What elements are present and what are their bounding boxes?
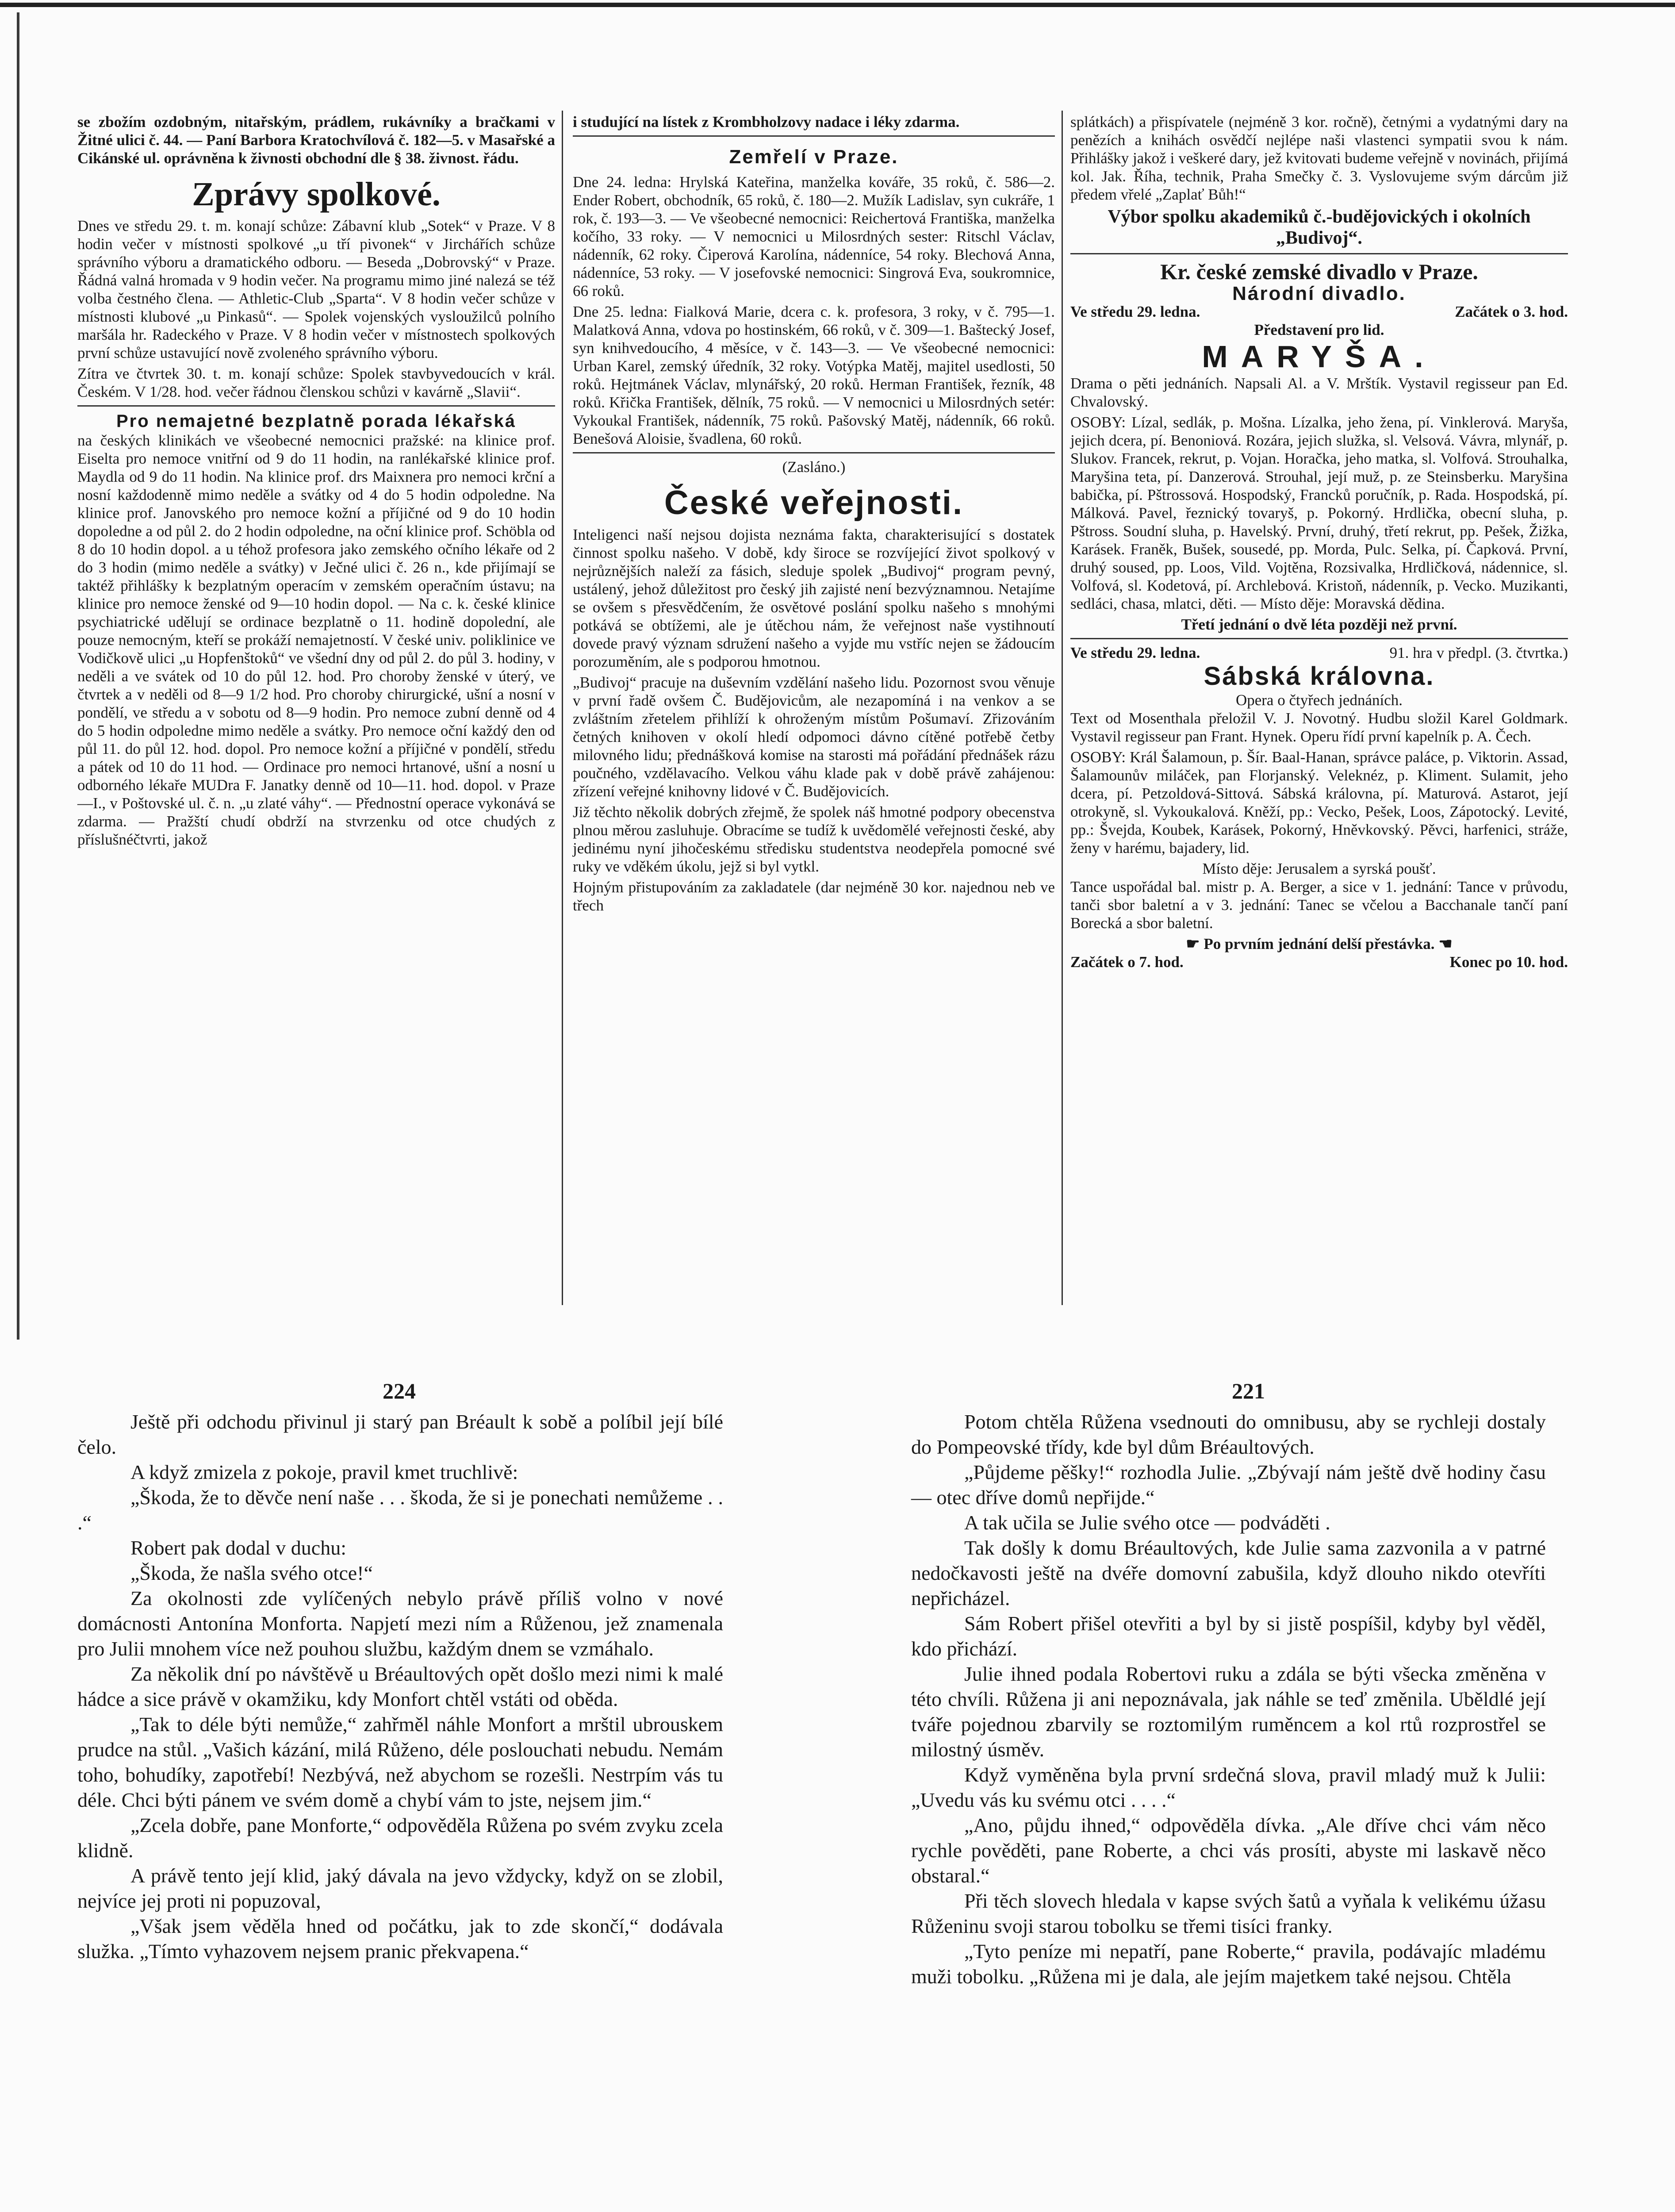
intermission-note (1070, 935, 1568, 953)
play-2-title: Sábská královna. (1204, 662, 1435, 691)
novel-paragraph: „Ano, půjdu ihned,“ odpověděla dívka. „Ale dříve chci vám něco rychle pověděti, pane Roberte, a chci vás prosíti, abyste mi laskavě něco obstaral.“ (911, 1814, 1546, 1887)
novel-paragraph: Tak došly k domu Bréaultových, kde Julie sama zazvonila a v patrné nedočkavosti ještě na dvéře domovní zabušila, když dlouho nikdo otevříti nepřicházel. (911, 1536, 1546, 1609)
zaslano-label: (Zasláno.) (782, 458, 846, 476)
col2-intro: i studující na lístek z Krombholzovy nadace i léky zdarma. (573, 113, 960, 131)
budivoj-signature: Výbor spolku akademiků č.-budějovických i okolních „Budivoj“. (1108, 207, 1531, 248)
divider (77, 405, 555, 407)
novel-paragraph: „Zcela dobře, pane Monforte,“ odpověděla Růžena po svém zvyku zcela klidně. (77, 1814, 723, 1862)
performance-1-date: Ve středu 29. ledna. (1070, 303, 1200, 320)
performance-1-header (1070, 303, 1568, 321)
novel-paragraph: Potom chtěla Růžena vsednouti do omnibusu, aby se rychleji dostaly do Pompeovské třídy, kde byl dům Bréaultových. (911, 1410, 1546, 1458)
col3-intro: splátkách) a přispívatele (nejméně 3 kor. ročně), četnými a vydatnými dary na penězích a knihách osvědčí nejlépe naši vlastenci sympatii svou k nám. Přihlášky jakož i veškeré dary, jež kvitovati budeme veřejně v novinách, přijímá kol. Jak. Říha, technik, Praha Smečky č. 3. Vyslovujeme svým dárcům již předem vřelé „Zaplať Bůh!“ (1070, 113, 1568, 203)
novel-page-right (911, 1409, 1546, 1989)
play-1-note: Třetí jednání o dvě léta později než první. (1181, 616, 1457, 633)
novel-paragraph: Při těch slovech hledala v kapse svých šatů a vyňala k velikému úžasu Růženinu svoji starou tobolku se třemi tisíci franky. (911, 1889, 1546, 1937)
column-3 (1070, 113, 1568, 971)
novel-paragraph: Sám Robert přišel otevřiti a byl by si jistě pospíšil, kdyby byl věděl, kdo přichází. (911, 1612, 1546, 1660)
binding-edge (17, 12, 19, 1340)
col2-p6: Hojným přistupováním za zakladatele (dar nejméně 30 kor. najednou neb ve třech (573, 879, 1055, 914)
col1-p3: na českých klinikách ve všeobecné nemocnici pražské: na klinice prof. Eiselta pro nemoce vnitřní od 9 do 11 hodin, na ranlékařské klinice prof. Maydla od 9 do 11 hodin. Na klinice prof. drs Maixnera pro nemoci krční a nosní každodenně mimo neděle a svátky od 4 do 5 hodin odpoledne. Na klinice prof. Janovského pro nemoce kožní a příjičné od 9 do 10 hodin dopoledne a od půl 2. do 2 hodin odpoledne, na oční klinice prof. Schöbla od 8 do 10 hodin dopol. a u téhož profesora jako zemského očního lékaře od 2 do 3 hodin (mimo neděle a svátky) v Ječné ulici č. 26 n., kde přijímají se taktéž přihlášky k bezplatným operacím v zemském operačním ústavu; na klinice pro nemoce ženské od 9—10 hodin dopol. — Na c. k. české klinice psychiatrické udělují se ordinace bezplatně o 11. hodině dopolední, ale pouze nemocným, kteří se prokáží nemajetností. V české univ. poliklinice ve Vodičkově ulici „u Hopfenštoků“ ve všední dny od půl 2. do půl 3. hodiny, v neděli a ve svátek od 10 do půl 12. hod. Pro choroby ženské v úterý, ve čtvrtek a v neděli od 8—9 1/2 hod. Pro choroby chirurgické, ušní a nosní v pondělí, ve středu a v sobotu od 8—9 hodin. Pro nemoce zubní denně od 4 do 5 hodin odpoledne mimo neděle a svátky. Pro nemoce oční každý den od půl 11. do půl 12. hod. dopol. Pro nemoce kožní a příjičné v pondělí, středu a pátek od 10 do 11 hod. — Ordinace pro nemoci hrtanové, ušní a nosní u odborného lékaře MUDra F. Janatky denně od 10—11. hod. dopol. v Praze—I., v Poštovské ul. č. n. „u zlaté váhy“. — Přednostní operace vykonává se zdarma. — Pražští chudí obdrží na stvrzenku od otce chudých z příslušnéčtvrti, jakož (77, 432, 555, 848)
col2-p4: „Budivoj“ pracuje na duševním vzdělání našeho lidu. Pozornost svou věnuje v první řadě ovšem Č. Budějovicům, ale nezapomíná i na venkov a se zvláštním zřetelem přihlíží k ohroženým místům Pošumaví. Zřizováním četných knihoven v okolí hledí odpomoci dávno cítěné potřebě četby milovného lidu; přednášková komise na starosti má pořádání přednášek rázu poučného, vzdělavacího. Velkou váhu klade pak v době právě zahájenou: zřízení veřejné knihovny lidové v Č. Budějovicích. (573, 674, 1055, 800)
novel-paragraph: A právě tento její klid, jaký dávala na jevo vždycky, když on se zlobil, nejvíce jej proti ni popuzoval, (77, 1864, 723, 1912)
performance-2-times (1070, 953, 1568, 971)
novel-paragraph: Ještě při odchodu přivinul ji starý pan Bréault k sobě a políbil její bílé čelo. (77, 1410, 723, 1458)
section-title-spolkove: Zprávy spolkové. (192, 176, 441, 213)
play-2-subtitle: Opera o čtyřech jednáních. (1235, 691, 1403, 709)
col2-p3: Inteligenci naší nejsou dojista neznáma fakta, charakterisující s dostatek činnost spolku našeho. V době, kdy široce se rozvíjející život spolkový v nejrůznějších naleží za fásich, sleduje spolek „Budivoj“ program pevný, ustálený, jehož důležitost pro český jih zajisté není bezvýznamnou. Netajíme se ovšem s přesvědčením, že osvětové poslání spolku našeho s mnohými potkává se obtížemi, ale je útěchou nám, že veřejnost naše vystihnoutí dovede pravý význam sdružení našeho a vyjde mu vstříc nejen se žádoucím porozuměním, ale s podporou hmotnou. (573, 526, 1055, 670)
top-rule (0, 3, 1675, 7)
divider (573, 135, 1055, 137)
pointing-hand-icon: ☚ (1438, 935, 1453, 952)
novel-paragraph: Julie ihned podala Robertovi ruku a zdála se býti všecka změněna v této chvíli. Růžena ji ani nepoznávala, jak náhle se teď změnila. Uběldlé její tváře pojednou zbarvily se roztomilým ruměncem a kol rtů rozprostřel se milostný úsměv. (911, 1663, 1546, 1761)
novel-paragraph: Za okolnosti zde vylíčených nebylo právě příliš volno v nové domácnosti Antonína Monforta. Napjetí mezi ním a Růženou, jež znamenala pro Julii mnohem více než pouhou službu, každým dnem se vzmáhalo. (77, 1587, 723, 1660)
play-1-title: MARYŠA. (1202, 339, 1437, 374)
performance-2-date: Ve středu 29. ledna. (1070, 644, 1200, 661)
play-1-description: Drama o pěti jednáních. Napsali Al. a V. Mrštík. Vystavil regisseur pan Ed. Chvalovský. (1070, 375, 1568, 410)
novel-paragraph: A tak učila se Julie svého otce — podváděti . (964, 1511, 1330, 1534)
divider (1070, 253, 1568, 254)
col1-p1: Dnes ve středu 29. t. m. konají schůze: Zábavní klub „Sotek“ v Praze. V 8 hodin večer v místnosti spolkové „u tří pivonek“ v Jirchářích schůze správního výboru a dramatického odboru. — Beseda „Dobrovský“ v Praze. Řádná valná hromada v 9 hodin večer. Na programu mimo jiné nalezá se též volba čestného člena. — Athletic-Club „Sparta“. V 8 hodin večer schůze v místnosti klubové „u Pinkasů“. — Spolek vojenských vysloužilců polního maršála hr. Radeckého v Praze. V 8 hodin večer v místnostech spolkových první schůze ustavující nově zvoleného správního výboru. (77, 217, 555, 361)
novel-paragraph: „Tak to déle býti nemůže,“ zahřměl náhle Monfort a mrštil ubrouskem prudce na stůl. „Vašich kázání, milá Růženo, déle poslouchati nebudu. Nemám toho, bohudíky, zapotřebí! Nezbývá, než abychom se rozešli. Nestrpím vás tu déle. Chci býti pánem ve svém domě a chybí vám to jste, nejsem jim.“ (77, 1713, 723, 1811)
pointing-hand-icon: ☛ (1186, 935, 1200, 952)
column-divider-1 (562, 111, 563, 1305)
col2-p1: Dne 24. ledna: Hrylská Kateřina, manželka kováře, 35 roků, č. 586—2. Ender Robert, obchodník, 65 roků, č. 180—2. Mužík Ladislav, syn cukráře, 1 rok, č. 193—3. — Ve všeobecné nemocnici: Reichertová Františka, manželka kočího, 33 roky. — V nemocnici u Milosrdných sester: Ritschl Václav, nádenník, 62 roky. Čiperová Karolína, nádenníce, 54 roky. Blechová Anna, nádenníce, 53 roky. — V josefovské nemocnici: Singrová Eva, soukromnice, 66 roků. (573, 173, 1055, 300)
novel-paragraph: Robert pak dodal v duchu: (130, 1536, 347, 1559)
novel-paragraph: „Půjdeme pěšky!“ rozhodla Julie. „Zbývají nám ještě dvě hodiny času — otec dříve domů nepřijde.“ (911, 1461, 1546, 1509)
play-2-description: Text od Mosenthala přeložil V. J. Novotný. Hudbu složil Karel Goldmark. Vystavil regisseur pan Frant. Hynek. Operu řídí první kapelník p. A. Čech. (1070, 710, 1568, 745)
subscription-label: 91. hra v předpl. (3. čtvrtka.) (1389, 644, 1568, 661)
column-1 (77, 113, 555, 851)
col2-p2: Dne 25. ledna: Fialková Marie, dcera c. k. profesora, 3 roky, v č. 795—1. Malatková Anna, vdova po hostinském, 66 roků, v č. 309—1. Baštecký Josef, syn knihvedoucího, 4 měsíce, v č. 143—3. — Ve všeobecné nemocnici: Urban Karel, zemský úředník, 32 roky. Votýpka Matěj, majitel usedlosti, 50 roků. Hejtmánek Václav, mlynářský, 20 roků. Herman František, řezník, 48 roků. Křička František, dělník, 75 roků. — V nemocnici u Milosrdných setér: Vykoukal František, nádenník, 75 roků. Pašovský Matěj, nádenník, 66 roků. Benešová Aloisie, švadlena, 60 roků. (573, 303, 1055, 447)
section-title-zemreli: Zemřelí v Praze. (729, 146, 899, 168)
page-number-right: 221 (1232, 1379, 1265, 1403)
performance-1-start: Začátek o 3. hod. (1455, 303, 1568, 320)
novel-paragraph: A když zmizela z pokoje, pravil kmet truchlivě: (130, 1461, 518, 1483)
theater-name: Kr. české zemské divadlo v Praze. (1160, 259, 1478, 284)
novel-page-left (77, 1409, 723, 1964)
play-1-cast: OSOBY: Lízal, sedlák, p. Mošna. Lízalka, jeho žena, pí. Vinklerová. Maryša, jejich dcera, pí. Benoniová. Rozára, jejich služka, sl. Velsová. Vávra, mlynář, p. Slukov. Francek, rekrut, p. Vojan. Horačka, jeho matka, sl. Volfová. Strouhalka, Maryšina teta, pí. Danzerová. Strouhal, její muž, p. ze Steinsberku. Maryšina babička, pí. Pštrossová. Hospodský, Francků poručník, p. Rada. Hospodská, pí. Málková. Pavel, řeznický tovaryš, p. Pokorný. Hrdlička, obecní sluha, p. Pštross. Soudní sluha, p. Havelský. První, druhý, třetí rekrut, pp. Pešek, Žižka, Karásek. Franěk, Bušek, sousedé, pp. Morda, Pulc. Selka, pí. Čapková. První, druhý soused, pp. Loos, Vild. Vojtěna, Rozsivalka, Hrdličková, nádennice, sl. Volfová, sl. Kodetová, pí. Archlebová. Kristoň, nádenník, p. Vecko. Muzikanti, sedláci, chasa, mlatci, děti. — Místo děje: Moravská dědina. (1070, 414, 1568, 612)
col2-p5: Již těchto několik dobrých zřejmě, že spolek náš hmotné podpory obecenstva plnou měrou zasluhuje. Obracíme se tudíž k uvědomělé veřejnosti české, aby jedinému nyní jihočeskému středisku studentstva neodepřela pomocné své ruky ve vděkém úkolu, jejž si byl vytkl. (573, 803, 1055, 875)
page-number-left: 224 (383, 1379, 416, 1403)
for-people-label: Představení pro lid. (1254, 321, 1384, 338)
column-2 (573, 113, 1055, 917)
intermission-text: Po prvním jednání delší přestávka. (1204, 935, 1435, 952)
column-divider-2 (1062, 111, 1063, 1305)
col1-p2: Zítra ve čtvrtek 30. t. m. konají schůze: Spolek stavbyvedoucích v král. Českém. V 1/28. hod. večer řádnou členskou schůzi v kavárně „Slavii“. (77, 365, 555, 400)
col1-intro: se zbožím ozdobným, nitařským, prádlem, rukávníky a bračkami v Žitné ulici č. 44. — Paní Barbora Kratochvílová č. 182—5. v Masařské a Cikánské ul. oprávněna k živnosti obchodní dle § 38. živnost. řádu. (77, 113, 555, 167)
play-2-cast: OSOBY: Král Šalamoun, p. Šír. Baal-Hanan, správce paláce, p. Viktorin. Assad, Šalamounův miláček, pan Florjanský. Veleknéz, p. Kliment. Sulamit, jeho dcera, pí. Petzoldová-Sittová. Sábská královna, pí. Maturová. Astarot, její otrokyně, sl. Vykoukalová. Kněží, pp.: Vecko, Pešek, Loos, Zápotocký. Levité, pp.: Švejda, Koubek, Karásek, Pokorný, Hněvkovský. Pěvci, harfenici, stráže, ženy v harému, bajadery, lid. (1070, 749, 1568, 856)
novel-paragraph: „Škoda, že to děvče není naše . . . škoda, že si je ponechati nemůžeme . . .“ (77, 1486, 723, 1534)
novel-paragraph: „Tyto peníze mi nepatří, pane Roberte,“ pravila, podávajíc mladému muži tobolku. „Růžena mi je dala, ale jejím majetkem také nejsou. Chtěla (911, 1940, 1546, 1988)
section-title-ceske-verejnosti: České veřejnosti. (664, 484, 964, 522)
play-2-place: Místo děje: Jerusalem a syrská poušť. (1202, 860, 1436, 877)
divider (573, 452, 1055, 453)
novel-paragraph: Za několik dní po návštěvě u Bréaultových opět došlo mezi nimi k malé hádce a sice právě v okamžiku, kdy Monfort chtěl vstáti od oběda. (77, 1663, 723, 1710)
performance-2-end: Konec po 10. hod. (1449, 953, 1568, 971)
divider (1070, 638, 1568, 639)
performance-2-header (1070, 644, 1568, 662)
performance-2-start: Začátek o 7. hod. (1070, 953, 1184, 971)
medical-heading: Pro nemajetné bezplatně porada lékařská (116, 411, 516, 431)
novel-paragraph: „Však jsem věděla hned od počátku, jak to zde skončí,“ dodávala služka. „Tímto vyhazovem nejsem pranic překvapena.“ (77, 1915, 723, 1962)
theater-subtitle: Národní divadlo. (1232, 283, 1406, 304)
play-2-dance: Tance uspořádal bal. mistr p. A. Berger, a sice v 1. jednání: Tance v průvodu, tanči sbor baletní a v 3. jednání: Tanec se včelou a Bacchanale tančí paní Borecká a sbor baletní. (1070, 878, 1568, 932)
novel-paragraph: „Škoda, že našla svého otce!“ (130, 1562, 373, 1584)
novel-paragraph: Když vyměněna byla první srdečná slova, pravil mladý muž k Julii: „Uvedu vás ku svému otci . . . .“ (911, 1763, 1546, 1811)
